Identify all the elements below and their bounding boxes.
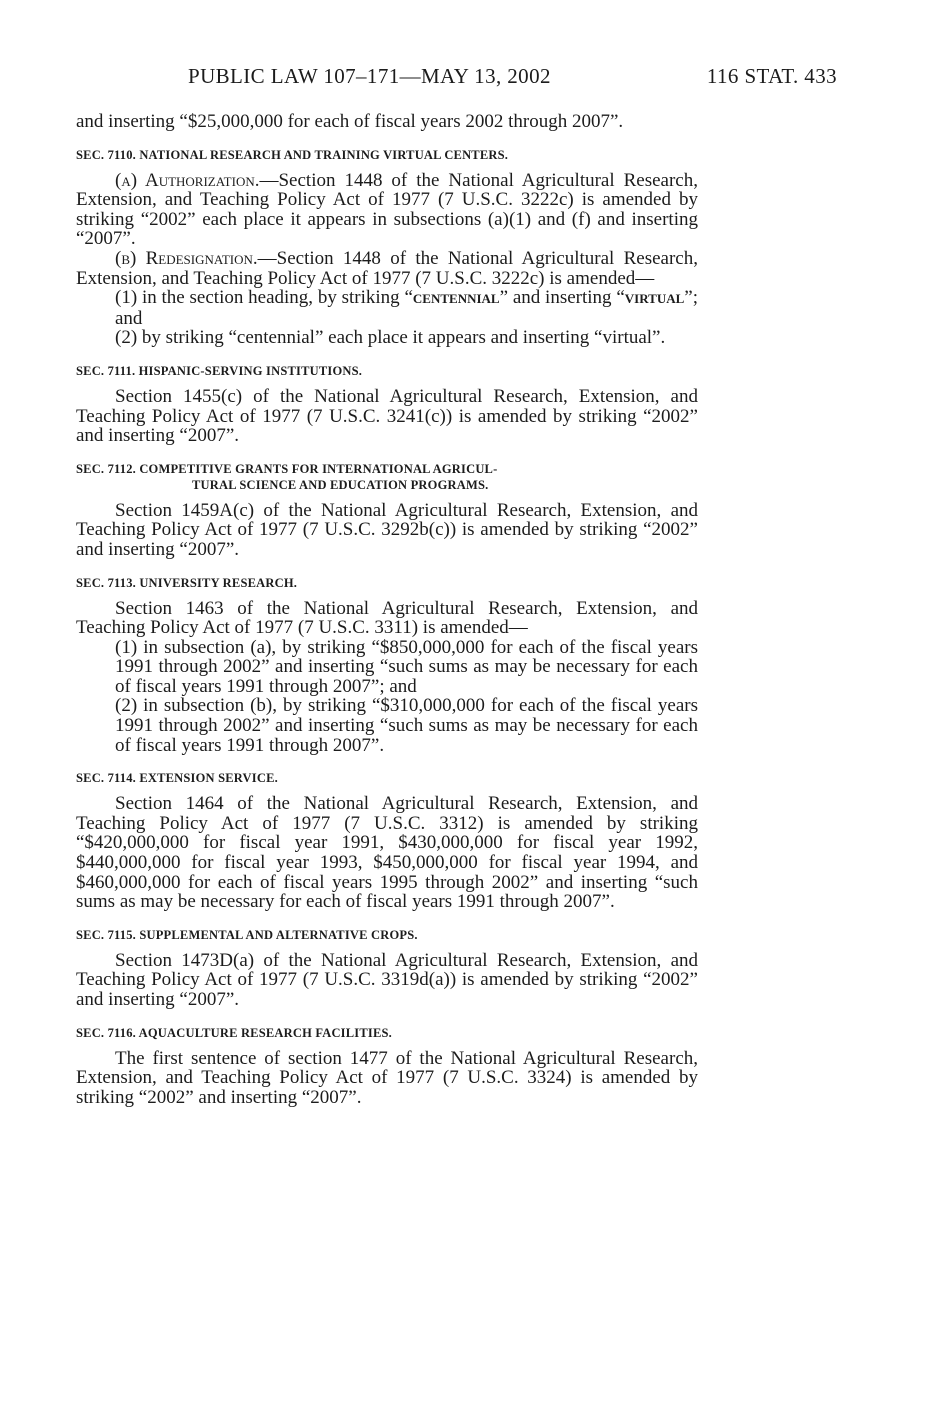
subsection-b-label: (b) Redesignation. (115, 247, 258, 269)
subsection-b-text: —Section 1448 of the National Agricultural Research, Extension, and Teaching Policy Act of 1977 (7 U.S.C. 3222c) is amended— (76, 247, 698, 289)
paragraph-item-7113-1: (1) in subsection (a), by striking “$850,000,000 for each of the fiscal years 1991 through 2002” and inserting “such sums as may be necessary for each of fiscal years 1991 through 2007”; and (115, 636, 698, 697)
section-heading-7112-line2: TURAL SCIENCE AND EDUCATION PROGRAMS. (192, 477, 489, 492)
document-body (76, 112, 698, 1107)
section-heading-7112-line1: SEC. 7112. COMPETITIVE GRANTS FOR INTERNATIONAL AGRICUL- (76, 461, 498, 476)
subsection-b (76, 249, 698, 288)
paragraph-item-2: (2) by striking “centennial” each place it appears and inserting “virtual”. (115, 327, 666, 349)
section-text-7112: Section 1459A(c) of the National Agricultural Research, Extension, and Teaching Policy Act of 1977 (7 U.S.C. 3292b(c)) is amended by striking “2002” and inserting “2007”. (76, 499, 698, 560)
item-1-text-e: ”; and (115, 287, 698, 329)
paragraph-item-1 (76, 288, 698, 328)
running-header (0, 64, 940, 94)
item-1-text-c: ” and inserting “ (499, 287, 625, 309)
subsection-a-text: —Section 1448 of the National Agricultural Research, Extension, and Teaching Policy Act of 1977 (7 U.S.C. 3222c) is amended by striking “2002” each place it appears in subsections (a)(1) and (f) and inserting “2007”. (76, 169, 698, 250)
section-text-7113: Section 1463 of the National Agricultural Research, Extension, and Teaching Policy Act of 1977 (7 U.S.C. 3311) is amended— (76, 597, 698, 639)
section-text-7114: Section 1464 of the National Agricultural Research, Extension, and Teaching Policy Act of 1977 (7 U.S.C. 3312) is amended by striking “$420,000,000 for fiscal year 1991, $430,000,000 for fiscal year 1992, $440,000,000 for fiscal year 1993, $450,000,000 for fiscal year 1994, and $460,000,000 for each of fiscal years 1995 through 2002” and inserting “such sums as may be necessary for each of fiscal years 1991 through 2007”. (76, 793, 698, 913)
section-heading-7114: SEC. 7114. EXTENSION SERVICE. (76, 771, 278, 786)
intro-paragraph: and inserting “$25,000,000 for each of fiscal years 2002 through 2007”. (76, 111, 624, 132)
section-heading-7116: SEC. 7116. AQUACULTURE RESEARCH FACILITIES. (76, 1025, 392, 1040)
item-1-term-centennial: CENTENNIAL (412, 291, 500, 307)
paragraph-item-7113-2: (2) in subsection (b), by striking “$310,000,000 for each of the fiscal years 1991 through 2002” and inserting “such sums as may be necessary for each of fiscal years 1991 through 2007”. (115, 695, 698, 756)
section-heading-7111: SEC. 7111. HISPANIC-SERVING INSTITUTIONS. (76, 363, 363, 378)
section-text-7116: The first sentence of section 1477 of the National Agricultural Research, Extension, and Teaching Policy Act of 1977 (7 U.S.C. 3324) is amended by striking “2002” and inserting “2007”. (76, 1047, 698, 1108)
section-heading-7115: SEC. 7115. SUPPLEMENTAL AND ALTERNATIVE CROPS. (76, 927, 418, 942)
section-text-7111: Section 1455(c) of the National Agricultural Research, Extension, and Teaching Policy Act of 1977 (7 U.S.C. 3241(c)) is amended by striking “2002” and inserting “2007”. (76, 385, 698, 447)
item-1-text-a: (1) in the section heading, by striking “ (115, 287, 413, 309)
item-1-term-virtual: VIRTUAL (624, 291, 685, 307)
section-heading-7113: SEC. 7113. UNIVERSITY RESEARCH. (76, 575, 298, 590)
subsection-a (76, 171, 698, 249)
section-text-7115: Section 1473D(a) of the National Agricultural Research, Extension, and Teaching Policy Act of 1977 (7 U.S.C. 3319d(a)) is amended by striking “2002” and inserting “2007”. (76, 949, 698, 1010)
header-title: PUBLIC LAW 107–171—MAY 13, 2002 (188, 64, 551, 88)
subsection-a-label: (a) Authorization. (115, 169, 260, 191)
section-heading-7110: SEC. 7110. NATIONAL RESEARCH AND TRAINING VIRTUAL CENTERS. (76, 147, 509, 162)
header-stat-page: 116 STAT. 433 (706, 64, 837, 88)
section-heading-7112 (76, 461, 698, 493)
